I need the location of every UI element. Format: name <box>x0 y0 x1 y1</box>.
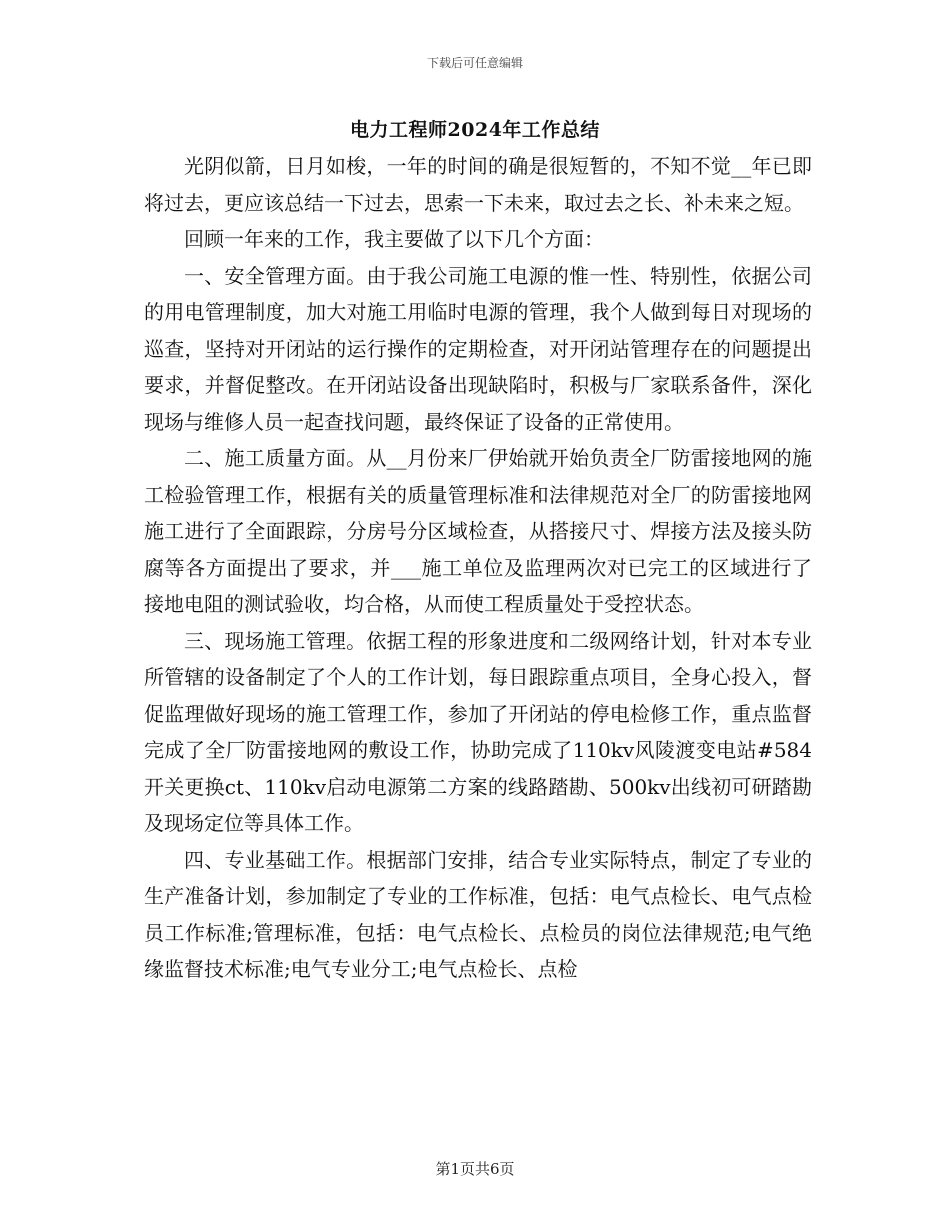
document-title: 电力工程师2024年工作总结 <box>350 119 600 141</box>
paragraph-safety-management: 一、安全管理方面。由于我公司施工电源的惟一性、特别性，依据公司的用电管理制度，加大对施工用临时电源的管理，我个人做到每日对现场的巡查，坚持对开闭站的运行操作的定期检查，对开闭站管理存在的问题提出要求，并督促整改。在开闭站设备出现缺陷时，积极与厂家联系备件，深化现场与维修人员一起查找问题，最终保证了设备的正常使用。 <box>144 263 812 434</box>
document-body <box>144 148 812 988</box>
paragraph-intro: 光阴似箭，日月如梭，一年的时间的确是很短暂的，不知不觉__年已即将过去，更应该总结一下过去，思索一下未来，取过去之长、补未来之短。 <box>144 154 812 215</box>
header-note: 下载后可任意编辑 <box>426 56 523 70</box>
page-number: 第1页共6页 <box>435 1160 515 1178</box>
paragraph-review: 回顾一年来的工作，我主要做了以下几个方面： <box>184 227 604 251</box>
paragraph-site-management: 三、现场施工管理。依据工程的形象进度和二级网络计划，针对本专业所管辖的设备制定了个人的工作计划，每日跟踪重点项目，全身心投入，督促监理做好现场的施工管理工作，参加了开闭站的停电检修工作，重点监督完成了全厂防雷接地网的敷设工作，协助完成了110kv风陵渡变电站#584开关更换ct、110kv启动电源第二方案的线路踏勘、500kv出线初可研踏勘及现场定位等具体工作。 <box>144 628 812 835</box>
paragraph-professional-basics: 四、专业基础工作。根据部门安排，结合专业实际特点，制定了专业的生产准备计划，参加制定了专业的工作标准，包括：电气点检长、电气点检员工作标准;管理标准，包括：电气点检长、点检员的岗位法律规范;电气绝缘监督技术标准;电气专业分工;电气点检长、点检 <box>144 847 812 981</box>
paragraph-construction-quality: 二、施工质量方面。从__月份来厂伊始就开始负责全厂防雷接地网的施工检验管理工作，根据有关的质量管理标准和法律规范对全厂的防雷接地网施工进行了全面跟踪，分房号分区域检查，从搭接尺寸、焊接方法及接头防腐等各方面提出了要求，并___施工单位及监理两次对已完工的区域进行了接地电阻的测试验收，均合格，从而使工程质量处于受控状态。 <box>144 446 812 616</box>
